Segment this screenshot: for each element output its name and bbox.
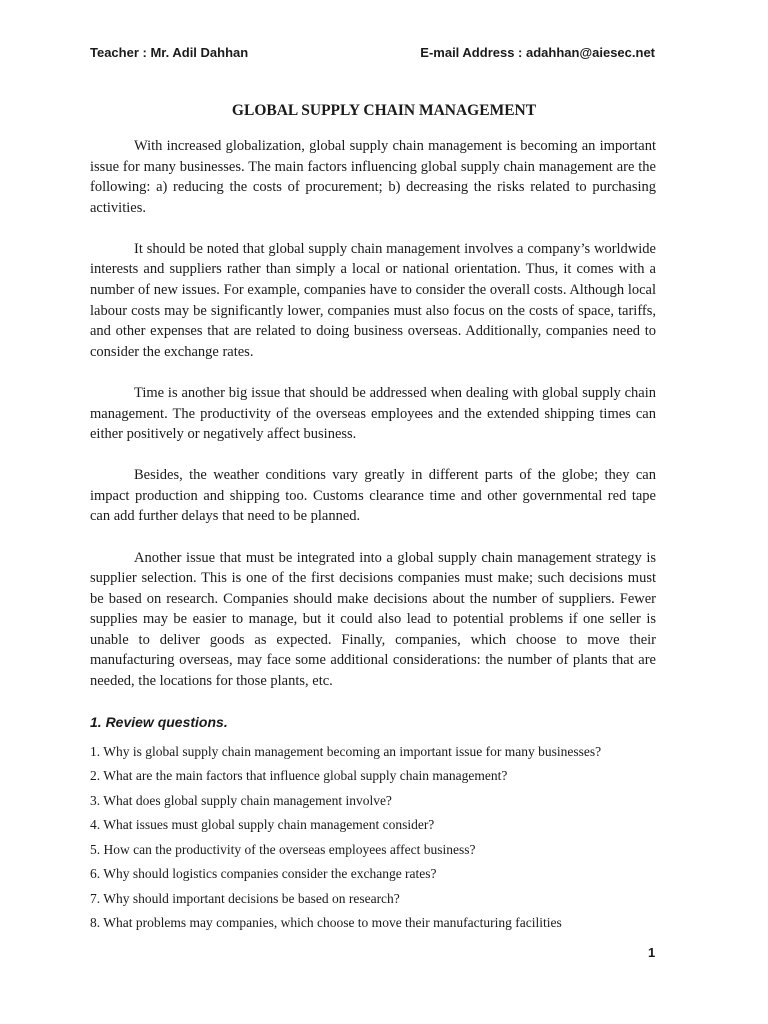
document-body: [90, 136, 656, 939]
question-item: 1. Why is global supply chain management becoming an important issue for many businesses?: [90, 743, 602, 759]
question-item: 3. What does global supply chain management involve?: [90, 792, 392, 808]
paragraph: Time is another big issue that should be addressed when dealing with global supply chain management. The productivity of the overseas employees and the extended shipping times can either positively or negatively affect business.: [90, 384, 656, 443]
question-item: 7. Why should important decisions be based on research?: [90, 890, 400, 906]
question-item: 2. What are the main factors that influence global supply chain management?: [90, 768, 508, 784]
header-email: E-mail Address : adahhan@aiesec.net: [420, 45, 655, 60]
document-title: GLOBAL SUPPLY CHAIN MANAGEMENT: [231, 102, 537, 119]
review-questions-heading: 1. Review questions.: [90, 714, 228, 731]
paragraph: Besides, the weather conditions vary greatly in different parts of the globe; they can impact production and shipping too. Customs clearance time and other governmental red tape can add further delays that need to be planned.: [90, 467, 656, 525]
paragraph: It should be noted that global supply chain management involves a company’s worldwide interests and suppliers rather than simply a local or national orientation. Thus, it comes with a number of new issues. For example, companies have to consider the overall costs. Although local labour costs may be significantly lower, companies must also focus on the costs of space, tariffs, and other expenses that are related to doing business overseas. Additionally, companies need to consider the exchange rates.: [90, 240, 656, 360]
question-item: 5. How can the productivity of the overseas employees affect business?: [90, 841, 476, 857]
paragraph: Another issue that must be integrated into a global supply chain management strategy is supplier selection. This is one of the first decisions companies must make; such decisions must be based on research. Companies should make decisions about the number of suppliers. Fewer supplies may be easier to manage, but it could also lead to potential problems if one seller is unable to deliver goods as expected. Finally, companies, which choose to move their manufacturing overseas, may face some additional considerations: the number of plants that are needed, the locations for those plants, etc.: [90, 549, 656, 690]
question-item: 4. What issues must global supply chain management consider?: [90, 817, 435, 833]
header-teacher: Teacher : Mr. Adil Dahhan: [90, 45, 249, 60]
page-number: 1: [648, 945, 656, 960]
review-questions-list: [90, 743, 656, 932]
paragraph: With increased globalization, global supply chain management is becoming an important issue for many businesses. The main factors influencing global supply chain management are the following: a) reducing the costs of procurement; b) decreasing the risks related to purchasing activities.: [90, 138, 656, 216]
question-item: 8. What problems may companies, which choose to move their manufacturing facilities: [90, 915, 562, 931]
question-item: 6. Why should logistics companies consider the exchange rates?: [90, 866, 437, 882]
